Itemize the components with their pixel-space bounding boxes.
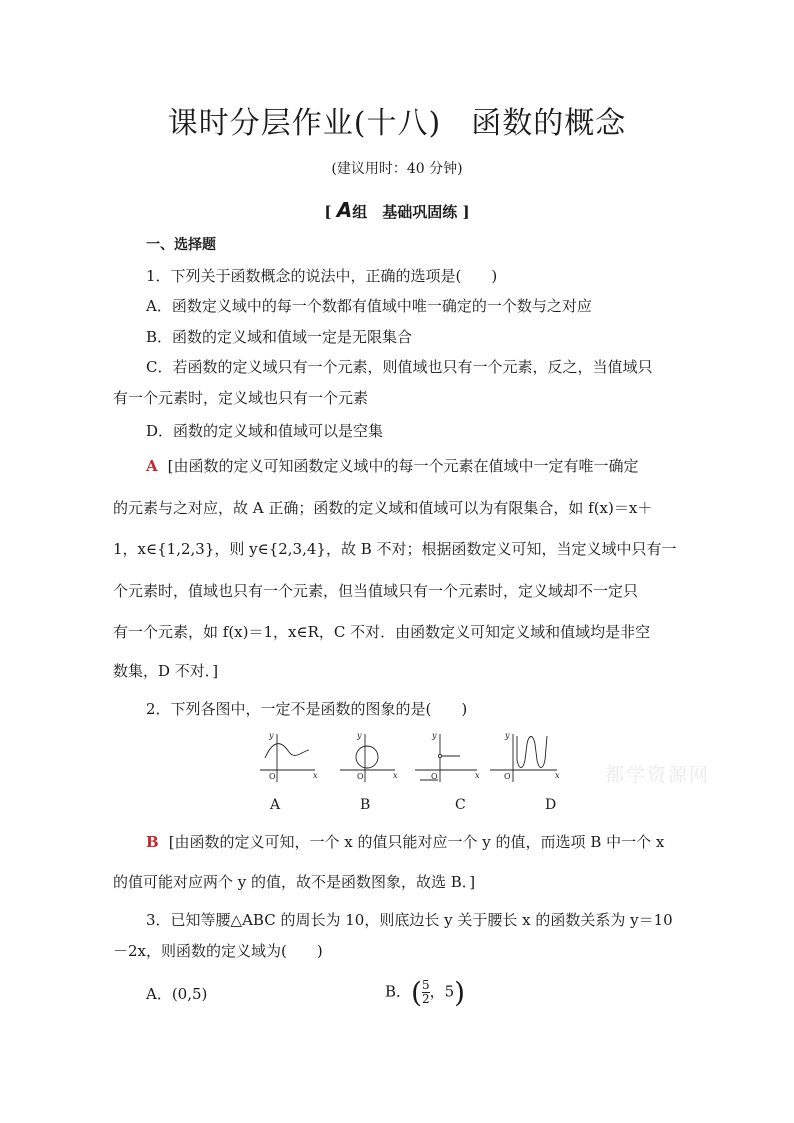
page-title [0,98,794,142]
q1-answer: A [146,457,158,475]
graph-c-origin: O [431,772,438,781]
duration-note: (建议用时：40 分钟) [331,161,463,177]
q1-explanation-line1 [146,455,726,476]
graph-c-x-label: x [475,771,480,780]
group-letter: A [336,198,353,222]
group-heading [0,198,794,222]
graph-a-origin: O [269,772,276,781]
group-label: 组 基础巩固练 [352,203,458,221]
graph-b [340,731,398,782]
graph-b-origin: O [357,772,364,781]
q1-explanation-line2: 的元素与之对应，故 A 正确；函数的定义域和值域可以为有限集合，如 f(x)＝x＋ [113,499,653,517]
graph-d [490,731,560,782]
q1-explanation-line5: 有一个元素，如 f(x)＝1，x∈R，C 不对．由函数定义可知定义域和值域均是非空 [113,623,651,641]
q1-explanation-line4: 个元素时，值域也只有一个元素，但当值域只有一个元素时，定义域却不一定只 [113,582,639,600]
graph-a [260,731,318,782]
q3-option-b-fraction [422,979,430,1006]
graph-b-x-label: x [393,771,398,780]
graph-b-y-label: y [357,731,362,740]
title-sub: 函数的概念 [471,106,627,141]
watermark: 都学资源网 [605,764,711,786]
q2-stem: 2．下列各图中，一定不是函数的图象的是( ) [146,700,468,718]
q1-stem: 1．下列关于函数概念的说法中，正确的选项是( ) [146,267,498,285]
q2-answer: B [146,833,159,851]
q1-exp1-text: [由函数的定义可知函数定义域中的每一个元素在值域中一定有唯一确定 [167,457,639,475]
section-heading: 一、选择题 [146,237,216,253]
graph-d-x-label: x [555,771,560,780]
q3-option-b-prefix: B． [385,982,412,1001]
q2-exp1-text: [由函数的定义可知，一个 x 的值只能对应一个 y 的值，而选项 B 中一个 x [168,833,665,851]
q1-option-c-line1: C．若函数的定义域只有一个元素，则值域也只有一个元素，反之，当值域只 [146,358,653,376]
q2-explanation-line2: 的值可能对应两个 y 的值，故不是函数图象，故选 B．] [113,873,476,891]
q1-explanation-line6: 数集，D 不对．] [113,662,219,680]
bracket-open: [ [324,203,332,221]
q1-option-d: D．函数的定义域和值域可以是空集 [146,422,384,440]
q3-stem-line2: －2x，则函数的定义域为( ) [113,942,323,960]
graph-a-y-label: y [269,731,274,740]
q1-option-c-line2: 有一个元素时，定义域也只有一个元素 [113,389,369,407]
q1-explanation-line3: 1，x∈{1,2,3}，则 y∈{2,3,4}，故 B 不对；根据函数定义可知，当定义域中只有一 [113,540,677,558]
graph-d-y-label: y [505,731,510,740]
graph-c [415,731,480,782]
q1-option-a: A．函数定义域中的每一个数都有值域中唯一确定的一个数与之对应 [146,297,592,315]
graph-label-a: A [270,797,281,813]
graph-label-d: D [545,797,557,813]
bracket-close: ] [462,203,470,221]
fraction-numerator: 5 [421,978,430,992]
q2-graph-options [255,730,565,785]
graph-d-origin: O [504,772,511,781]
q2-explanation-line1 [146,831,726,852]
q3-stem-line1: 3．已知等腰△ABC 的周长为 10，则底边长 y 关于腰长 x 的函数关系为 y＝10 [146,911,673,929]
q3-option-b-right: ，5 [429,982,455,1001]
graph-label-b: B [360,797,371,813]
graph-label-c: C [455,797,466,813]
q3-option-a: A．(0,5) [146,985,208,1003]
q1-option-b: B．函数的定义域和值域一定是无限集合 [146,328,413,346]
q3-option-b: B．( $\frac{5}{2}$ ，5) [385,976,466,1009]
fraction-denominator: 2 [421,992,430,1006]
graph-a-x-label: x [313,771,318,780]
title-main: 课时分层作业(十八) [167,106,442,141]
graph-c-y-label: y [432,731,437,740]
